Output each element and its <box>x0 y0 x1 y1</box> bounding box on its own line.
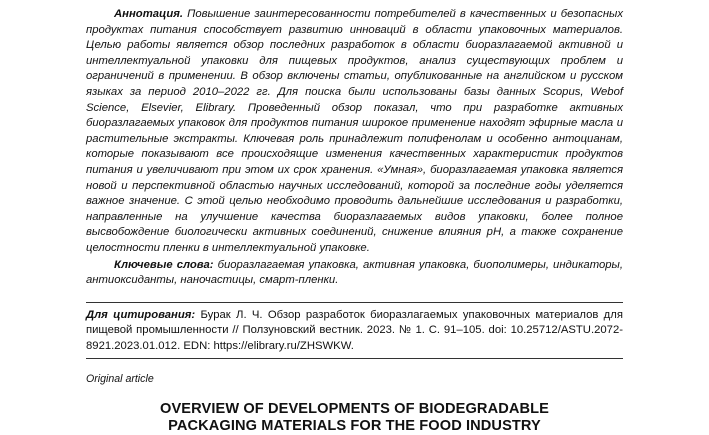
keywords-text: биоразлагаемая упаковка, активная упаковка, биополимеры, индикаторы, антиоксиданты, наночастицы, смарт-пленки. <box>86 258 624 287</box>
keywords-paragraph <box>86 258 623 289</box>
citation-paragraph <box>86 308 623 355</box>
abstract-text: Повышение заинтересованности потребителей в качественных и безопасных продуктах питания способствует развитию инноваций в области упаковочных материалов. Целью работы является обзор последних разработок в области биоразлагаемой активной и интеллектуальной упаковки для пищевых продуктов, анализ существующих проблем и ограничений в применении. В обзор включены статьи, опубликованные на английском и русском языках за период 2010–2022 гг. Для поиска были использованы базы данных Scopus, Webof Science, Elsevier, Elibrary. Проведенный обзор показал, что при разработке активных биоразлагаемых упаковок для продуктов питания широкое применение находят эфирные масла и растительные экстракты. Ключевая роль принадлежит полифенолам и особенно антоцианам, которые показывают все происходящие изменения качественных характеристик продуктов питания и увеличивают при этом их срок хранения. «Умная», биоразлагаемая упаковка является новой и перспективной областью научных исследований, которой за последние годы уделяется важное значение. С этой целью необходимо проводить дальнейшие исследования и разработки, направленные на улучшение качества биоразлагаемых видов упаковки, более полное высвобождение биологически активных соединений, снижение влияния pH, а также сохранение целостности пленки в интеллектуальной упаковке. <box>86 8 623 254</box>
title-line-1: OVERVIEW OF DEVELOPMENTS OF BIODEGRADABLE <box>160 401 549 418</box>
keywords-label: Ключевые слова: <box>114 258 214 271</box>
abstract-paragraph <box>86 7 623 257</box>
citation-text: Бурак Л. Ч. Обзор разработок биоразлагаемых упаковочных материалов для пищевой промышленности // Ползуновский вестник. 2023. № 1. С. 91–105. doi: 10.25712/ASTU.2072-8921.2023.01.012. EDN: https://elibrary.ru/ZHSWKW. <box>86 308 623 352</box>
citation-label: Для цитирования: <box>86 308 196 321</box>
title-line-2: PACKAGING MATERIALS FOR THE FOOD INDUSTRY <box>168 418 541 435</box>
article-title <box>86 401 623 435</box>
citation-bottom-rule <box>86 358 623 359</box>
article-page <box>86 7 623 435</box>
citation-top-rule <box>86 302 623 303</box>
abstract-label: Аннотация. <box>114 8 184 20</box>
article-type: Original article <box>86 373 154 386</box>
